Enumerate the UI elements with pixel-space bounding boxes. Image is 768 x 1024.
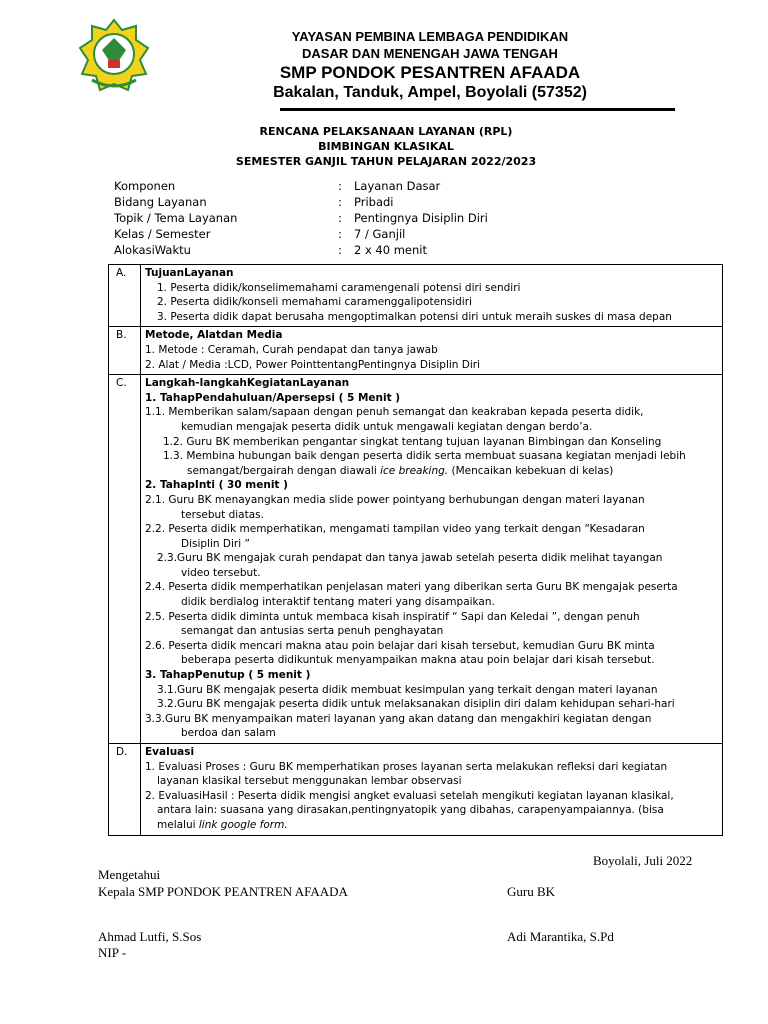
info-key: Bidang Layanan	[114, 195, 207, 209]
section-label: D.	[109, 744, 141, 836]
info-sep: :	[338, 227, 342, 241]
eval-italic-text: link google form.	[198, 818, 288, 831]
section-heading: TujuanLayanan	[145, 267, 234, 279]
section-label: A.	[109, 265, 141, 327]
info-sep: :	[338, 211, 342, 225]
section-heading: Evaluasi	[145, 746, 195, 758]
info-block	[114, 178, 574, 258]
list-item: 3. Peserta didik dapat berusaha mengoptimalkan potensi diri untuk meraih suskes di masa depan	[157, 310, 672, 323]
eval-line: layanan klasikal tersebut menggunakan lembar observasi	[157, 775, 462, 788]
info-value: Pentingnya Disiplin Diri	[354, 211, 488, 225]
letterhead	[170, 28, 690, 103]
step-line: kemudian mengajak peserta didik untuk mengawali kegiatan dengan berdo’a.	[181, 420, 593, 433]
school-logo	[78, 18, 150, 96]
section-c-content	[141, 375, 723, 744]
step-line: berdoa dan salam	[181, 727, 276, 740]
step-line: 2.5. Peserta didik diminta untuk membaca kisah inspiratif “ Sapi dan Keledai ”, dengan penuh	[145, 610, 640, 623]
info-key: AlokasiWaktu	[114, 243, 191, 257]
list-item: 1. Peserta didik/konselimemahami caramengenali potensi diri sendiri	[157, 281, 521, 294]
step-line: 3.2.Guru BK mengajak peserta didik untuk melaksanakan disiplin diri dalam kehidupan sehari-hari	[157, 698, 675, 711]
info-sep: :	[338, 195, 342, 209]
eval-line: antara lain: suasana yang dirasakan,pentingnyatopik yang dibahas, carapenyampaiannya. (bisa	[157, 804, 664, 817]
title-line-1: RENCANA PELAKSANAAN LAYANAN (RPL)	[259, 125, 513, 138]
step-line: 3.3.Guru BK menyampaikan materi layanan yang akan datang dan mengakhiri kegiatan dengan	[145, 712, 652, 725]
title-line-2: BIMBINGAN KLASIKAL	[318, 140, 454, 153]
stage-heading: 2. TahapInti ( 30 menit )	[145, 479, 288, 492]
title-line-3: SEMESTER GANJIL TAHUN PELAJARAN 2022/2023	[235, 155, 537, 168]
section-heading: Langkah-langkahKegiatanLayanan	[145, 377, 350, 390]
step-line: 1.2. Guru BK memberikan pengantar singkat tentang tujuan layanan Bimbingan dan Konseling	[163, 435, 662, 448]
info-value: 2 x 40 menit	[354, 243, 427, 257]
section-d-row	[109, 744, 723, 836]
info-key: Kelas / Semester	[114, 227, 211, 241]
eval-line	[145, 818, 718, 833]
info-row	[114, 226, 574, 242]
step-line: semangat dan antusias serta penuh penghayatan	[181, 625, 444, 638]
mengetahui-label: Mengetahui	[98, 867, 161, 882]
step-text: (Mencaikan kebekuan di kelas)	[448, 464, 614, 477]
principal-name: Ahmad Lutfi, S.Sos	[98, 929, 202, 944]
info-row	[114, 242, 574, 258]
section-a-content	[141, 265, 723, 327]
eval-line: 2. EvaluasiHasil : Peserta didik mengisi angket evaluasi setelah mengikuti kegiatan layanan klasikal,	[145, 789, 674, 802]
school-address: Bakalan, Tanduk, Ampel, Boyolali (57352)	[273, 84, 587, 101]
stage-heading: 3. TahapPenutup ( 5 menit )	[145, 669, 311, 682]
section-d-content	[141, 744, 723, 836]
step-line: 3.1.Guru BK mengajak peserta didik membuat kesimpulan yang terkait dengan materi layanan	[157, 683, 658, 696]
info-key: Komponen	[114, 179, 176, 193]
step-line: didik berdialog interaktif tentang materi yang disampaikan.	[181, 596, 495, 609]
stage-heading: 1. TahapPendahuluan/Apersepsi ( 5 Menit )	[145, 391, 401, 404]
info-key: Topik / Tema Layanan	[114, 211, 238, 225]
step-line: 2.4. Peserta didik memperhatikan penjelasan materi yang diberikan serta Guru BK mengajak peserta	[145, 581, 678, 594]
info-row	[114, 210, 574, 226]
foundation-level: DASAR DAN MENENGAH JAWA TENGAH	[302, 46, 558, 61]
list-item: 1. Metode : Ceramah, Curah pendapat dan tanya jawab	[145, 343, 438, 356]
step-italic-text: ice breaking.	[380, 464, 449, 477]
step-line: tersebut diatas.	[181, 508, 264, 521]
step-line: video tersebut.	[181, 566, 261, 579]
foundation-name: YAYASAN PEMBINA LEMBAGA PENDIDIKAN	[291, 29, 569, 44]
counselor-name: Adi Marantika, S.Pd	[507, 929, 614, 944]
section-label: C.	[109, 375, 141, 744]
step-text: semangat/bergairah dengan diawali	[187, 464, 381, 477]
section-label: B.	[109, 327, 141, 375]
section-b-row	[109, 327, 723, 375]
school-name: SMP PONDOK PESANTREN AFAADA	[279, 63, 581, 82]
step-line: 1.3. Membina hubungan baik dengan peserta didik serta membuat suasana kegiatan menjadi lebih	[163, 450, 686, 463]
step-line: 2.6. Peserta didik mencari makna atau poin belajar dari kisah tersebut, kemudian Guru BK minta	[145, 639, 655, 652]
info-row	[114, 178, 574, 194]
info-value: Pribadi	[354, 195, 394, 209]
letterhead-rule	[280, 108, 675, 111]
section-a-row	[109, 265, 723, 327]
info-sep: :	[338, 243, 342, 257]
info-sep: :	[338, 179, 342, 193]
step-line: 2.3.Guru BK mengajak curah pendapat dan tanya jawab setelah peserta didik melihat tayangan	[157, 552, 663, 565]
step-line: 2.2. Peserta didik memperhatikan, mengamati tampilan video yang terkait dengan “Kesadaran	[145, 523, 645, 536]
section-b-content	[141, 327, 723, 375]
document-title	[100, 124, 672, 169]
place-date: Boyolali, Juli 2022	[593, 853, 693, 868]
nip-label: NIP -	[98, 945, 127, 960]
eval-text: melalui	[157, 818, 199, 831]
step-line: Disiplin Diri ”	[181, 537, 250, 550]
principal-title: Kepala SMP PONDOK PEANTREN AFAADA	[98, 884, 348, 899]
info-value: Layanan Dasar	[354, 179, 441, 193]
list-item: 2. Peserta didik/konseli memahami caramenggalipotensidiri	[157, 296, 472, 309]
counselor-title: Guru BK	[507, 884, 556, 899]
step-line	[145, 464, 718, 479]
step-line: 2.1. Guru BK menayangkan media slide power pointyang berhubungan dengan materi layanan	[145, 493, 645, 506]
step-line: beberapa peserta didikuntuk menyampaikan makna atau poin belajar dari kisah tersebut.	[181, 654, 655, 667]
info-value: 7 / Ganjil	[354, 227, 406, 241]
info-row	[114, 194, 574, 210]
step-line: 1.1. Memberikan salam/sapaan dengan penuh semangat dan keakraban kepada peserta didik,	[145, 406, 644, 419]
rpl-table	[108, 264, 723, 836]
list-item: 2. Alat / Media :LCD, Power PointtentangPentingnya Disiplin Diri	[145, 358, 481, 371]
section-c-row	[109, 375, 723, 744]
section-heading: Metode, Alatdan Media	[145, 329, 283, 342]
eval-line: 1. Evaluasi Proses : Guru BK memperhatikan proses layanan serta melakukan refleksi dari kegiatan	[145, 760, 668, 773]
